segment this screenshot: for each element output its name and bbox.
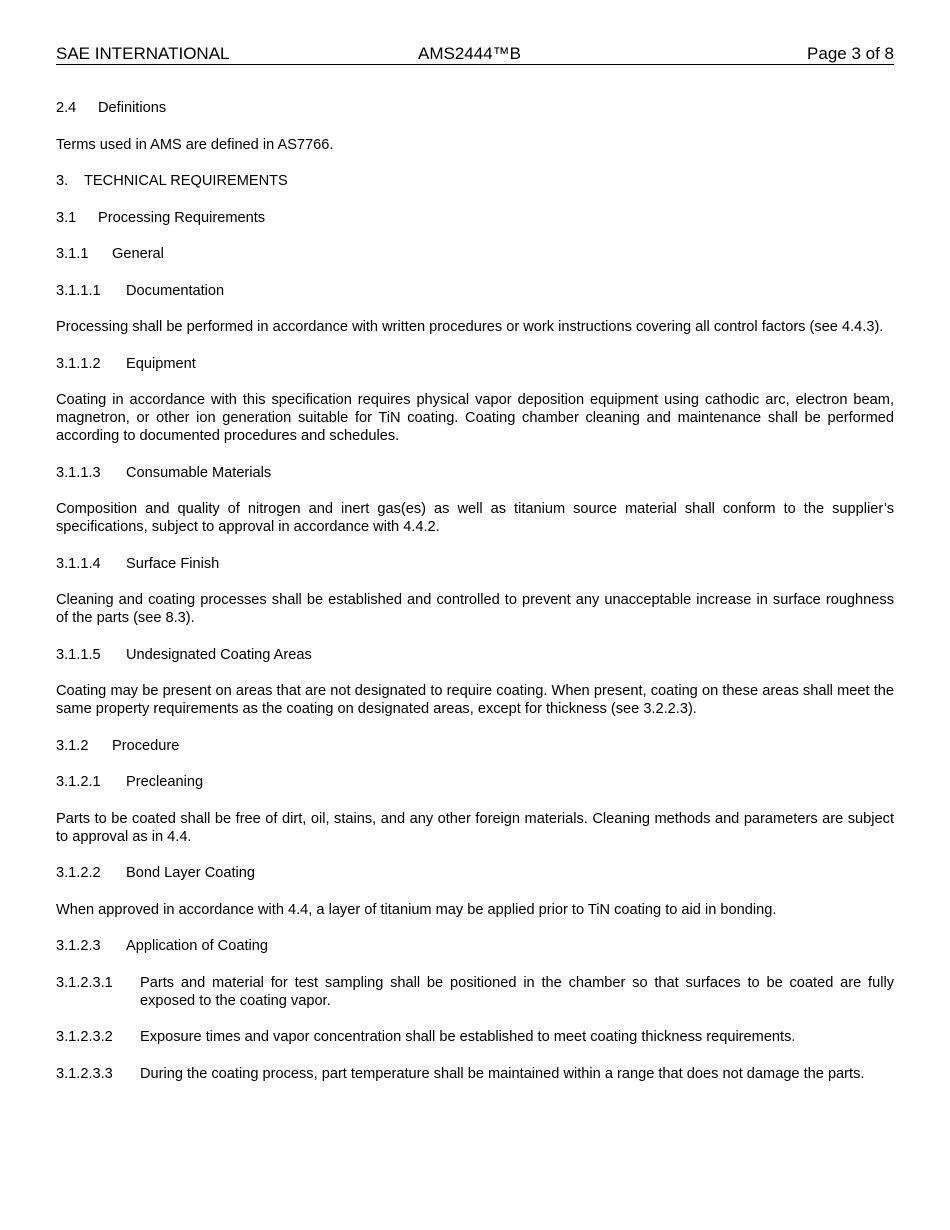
section-heading <box>56 172 894 190</box>
paragraph: Terms used in AMS are defined in AS7766. <box>56 136 334 153</box>
paragraph: When approved in accordance with 4.4, a layer of titanium may be applied prior to TiN coating to aid in bonding. <box>56 901 777 918</box>
item-number: 3.1.2.3.2 <box>56 1029 113 1045</box>
section-heading <box>56 209 894 227</box>
section-heading <box>56 937 894 955</box>
document-body <box>56 99 894 1083</box>
section-number: 3.1.1.5 <box>56 646 101 663</box>
section-title: Application of Coating <box>126 938 268 954</box>
header-page-number: Page 3 of 8 <box>807 44 894 63</box>
document-page <box>56 44 894 1101</box>
item-text: During the coating process, part temperature shall be maintained within a range that does not damage the parts. <box>140 1065 865 1082</box>
list-item <box>56 1065 894 1083</box>
item-text: Parts and material for test sampling shall be positioned in the chamber so that surfaces to be coated are fully exposed to the coating vapor. <box>140 974 894 1009</box>
section-title: Documentation <box>126 282 225 299</box>
section-number: 3.1.2 <box>56 737 89 754</box>
section-number: 3.1.2.1 <box>56 774 101 790</box>
section-number: 3.1.1.2 <box>56 355 101 372</box>
paragraph: Coating in accordance with this specification requires physical vapor deposition equipment using cathodic arc, electron beam, magnetron, or other ion generation suitable for TiN coating. Coating chamber cleaning and maintenance shall be performed according to documented procedures and schedules. <box>56 392 894 444</box>
section-number: 3.1 <box>56 209 77 226</box>
section-title: Definitions <box>98 100 167 116</box>
item-number: 3.1.2.3.1 <box>56 974 113 991</box>
section-number: 3.1.1.1 <box>56 282 101 299</box>
paragraph: Coating may be present on areas that are not designated to require coating. When present, coating on these areas shall meet the same property requirements as the coating on designated areas, except for thickness (see 3.2.2.3). <box>56 683 894 717</box>
paragraph: Processing shall be performed in accordance with written procedures or work instructions covering all control factors (see 4.4.3). <box>56 319 884 335</box>
section-number: 3.1.2.2 <box>56 865 101 881</box>
section-title: Undesignated Coating Areas <box>126 646 312 663</box>
item-text: Exposure times and vapor concentration shall be established to meet coating thickness requirements. <box>140 1029 796 1045</box>
section-heading <box>56 646 894 664</box>
header-document-number: AMS2444™B <box>418 44 521 63</box>
section-heading <box>56 773 894 791</box>
section-number: 3.1.1 <box>56 246 89 262</box>
list-item <box>56 1028 894 1046</box>
section-title: Processing Requirements <box>98 209 266 226</box>
section-heading <box>56 864 894 882</box>
section-heading <box>56 99 894 117</box>
section-title: TECHNICAL REQUIREMENTS <box>84 173 288 189</box>
list-item <box>56 974 894 1010</box>
section-title: Bond Layer Coating <box>126 865 255 881</box>
section-heading <box>56 282 894 300</box>
section-heading <box>56 245 894 263</box>
section-number: 3.1.2.3 <box>56 938 101 954</box>
page-header <box>56 44 894 65</box>
paragraph: Cleaning and coating processes shall be established and controlled to prevent any unacceptable increase in surface roughness of the parts (see 8.3). <box>56 592 894 626</box>
item-number: 3.1.2.3.3 <box>56 1065 113 1082</box>
section-title: Procedure <box>112 737 180 754</box>
section-heading <box>56 464 894 482</box>
section-heading <box>56 737 894 755</box>
section-number: 3.1.1.3 <box>56 464 101 481</box>
section-title: Surface Finish <box>126 555 220 572</box>
header-organization: SAE INTERNATIONAL <box>56 44 230 63</box>
section-title: General <box>112 246 164 262</box>
section-title: Equipment <box>126 355 196 372</box>
section-title: Precleaning <box>126 774 204 790</box>
section-heading <box>56 355 894 373</box>
section-title: Consumable Materials <box>126 464 272 481</box>
section-heading <box>56 555 894 573</box>
section-number: 2.4 <box>56 100 77 116</box>
section-number: 3.1.1.4 <box>56 555 101 572</box>
section-number: 3. <box>56 173 69 189</box>
paragraph: Parts to be coated shall be free of dirt, oil, stains, and any other foreign materials. Cleaning methods and parameters are subject to approval as in 4.4. <box>56 810 894 845</box>
paragraph: Composition and quality of nitrogen and inert gas(es) as well as titanium source material shall conform to the supplier’s specifications, subject to approval in accordance with 4.4.2. <box>56 501 894 535</box>
